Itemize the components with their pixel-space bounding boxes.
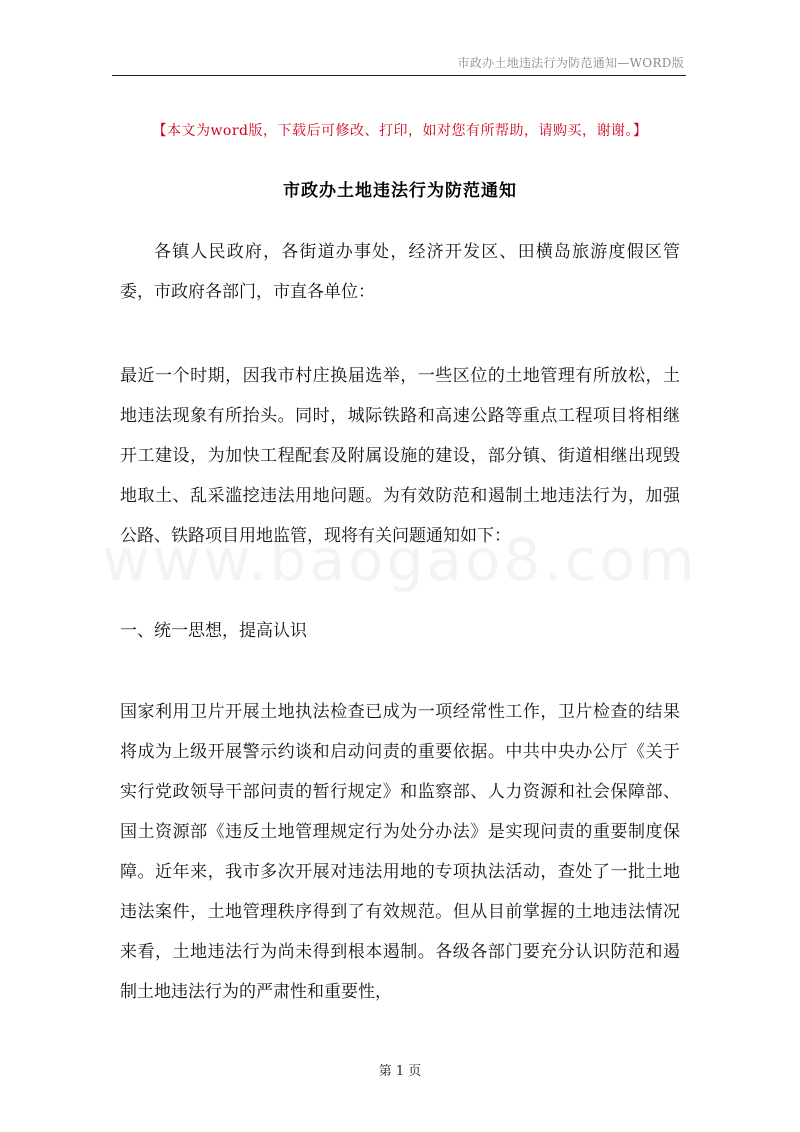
section-1-paragraph: 国家利用卫片开展土地执法检查已成为一项经常性工作，卫片检查的结果将成为上级开展警示约谈和启动问责的重要依据。中共中央办公厅《关于实行党政领导干部问责的暂行规定》和监察部、人力资源和社会保障部、国土资源部《违反土地管理规定行为处分办法》是实现问责的重要制度保障。近年来，我市多次开展对违法用地的专项执法活动，查处了一批土地违法案件，土地管理秩序得到了有效规范。但从目前掌握的土地违法情况来看，土地违法行为尚未得到根本遏制。各级各部门要充分认识防范和遏制土地违法行为的严肃性和重要性，	[120, 702, 680, 1002]
purchase-notice: 【本文为word版，下载后可修改、打印，如对您有所帮助，请购买，谢谢。】	[152, 123, 648, 139]
header-divider	[112, 75, 686, 76]
running-header: 市政办土地违法行为防范通知—WORD版	[457, 56, 684, 70]
salutation-paragraph: 各镇人民政府，各街道办事处，经济开发区、田横岛旅游度假区管委，市政府各部门，市直各单位：	[120, 242, 680, 302]
intro-paragraph: 最近一个时期，因我市村庄换届选举，一些区位的土地管理有所放松，土地违法现象有所抬头。同时，城际铁路和高速公路等重点工程项目将相继开工建设，为加快工程配套及附属设施的建设，部分镇、街道相继出现毁地取土、乱采滥挖违法用地问题。为有效防范和遏制土地违法行为，加强公路、铁路项目用地监管，现将有关问题通知如下：	[120, 366, 680, 546]
page-number: 第 1 页	[378, 1064, 422, 1079]
section-heading-1: 一、统一思想，提高认识	[120, 621, 307, 641]
document-title: 市政办土地违法行为防范通知	[283, 181, 517, 201]
